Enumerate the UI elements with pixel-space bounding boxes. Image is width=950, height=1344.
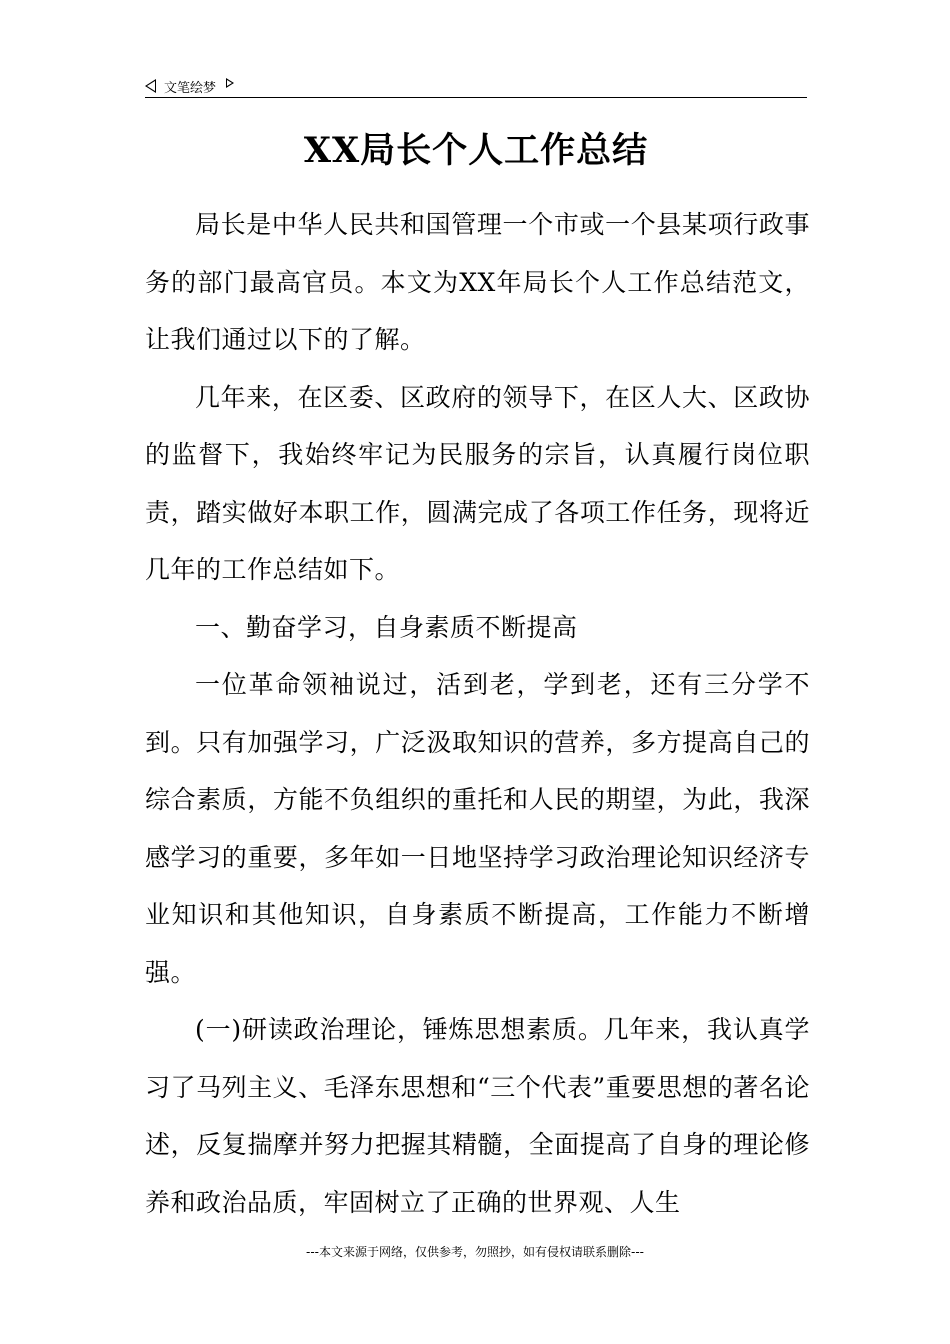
- triangle-right-icon: [226, 78, 234, 88]
- paragraph-study: 一位革命领袖说过，活到老，学到老，还有三分学不到。只有加强学习，广泛汲取知识的营养，多方提高自己的综合素质，方能不负组织的重托和人民的期望，为此，我深感学习的重要，多年如一日地坚持学习政治理论知识经济专业知识和其他知识，自身素质不断提高，工作能力不断增强。: [145, 670, 810, 987]
- paragraph-political-theory: (一)研读政治理论，锤炼思想素质。几年来，我认真学习了马列主义、毛泽东思想和“三个代表”重要思想的著名论述，反复揣摩并努力把握其精髓，全面提高了自身的理论修养和政治品质，牢固树立了正确的世界观、人生: [145, 1015, 810, 1217]
- header-divider: [145, 97, 807, 98]
- paragraph-intro: 局长是中华人民共和国管理一个市或一个县某项行政事务的部门最高官员。本文为XX年局长个人工作总结范文，让我们通过以下的了解。: [145, 210, 810, 354]
- section-heading-1: 一、勤奋学习，自身素质不断提高: [195, 612, 578, 642]
- document-title: XX局长个人工作总结: [303, 130, 649, 171]
- paragraph-overview: 几年来，在区委、区政府的领导下，在区人大、区政协的监督下，我始终牢记为民服务的宗旨，认真履行岗位职责，踏实做好本职工作，圆满完成了各项工作任务，现将近几年的工作总结如下。: [145, 382, 810, 584]
- footer-notice: ---本文来源于网络，仅供参考，勿照抄，如有侵权请联系删除---: [306, 1245, 644, 1259]
- triangle-left-icon: [145, 79, 156, 93]
- header-brand: 文笔绘梦: [164, 80, 217, 96]
- document-body: [145, 196, 810, 1231]
- page-header: [145, 74, 807, 98]
